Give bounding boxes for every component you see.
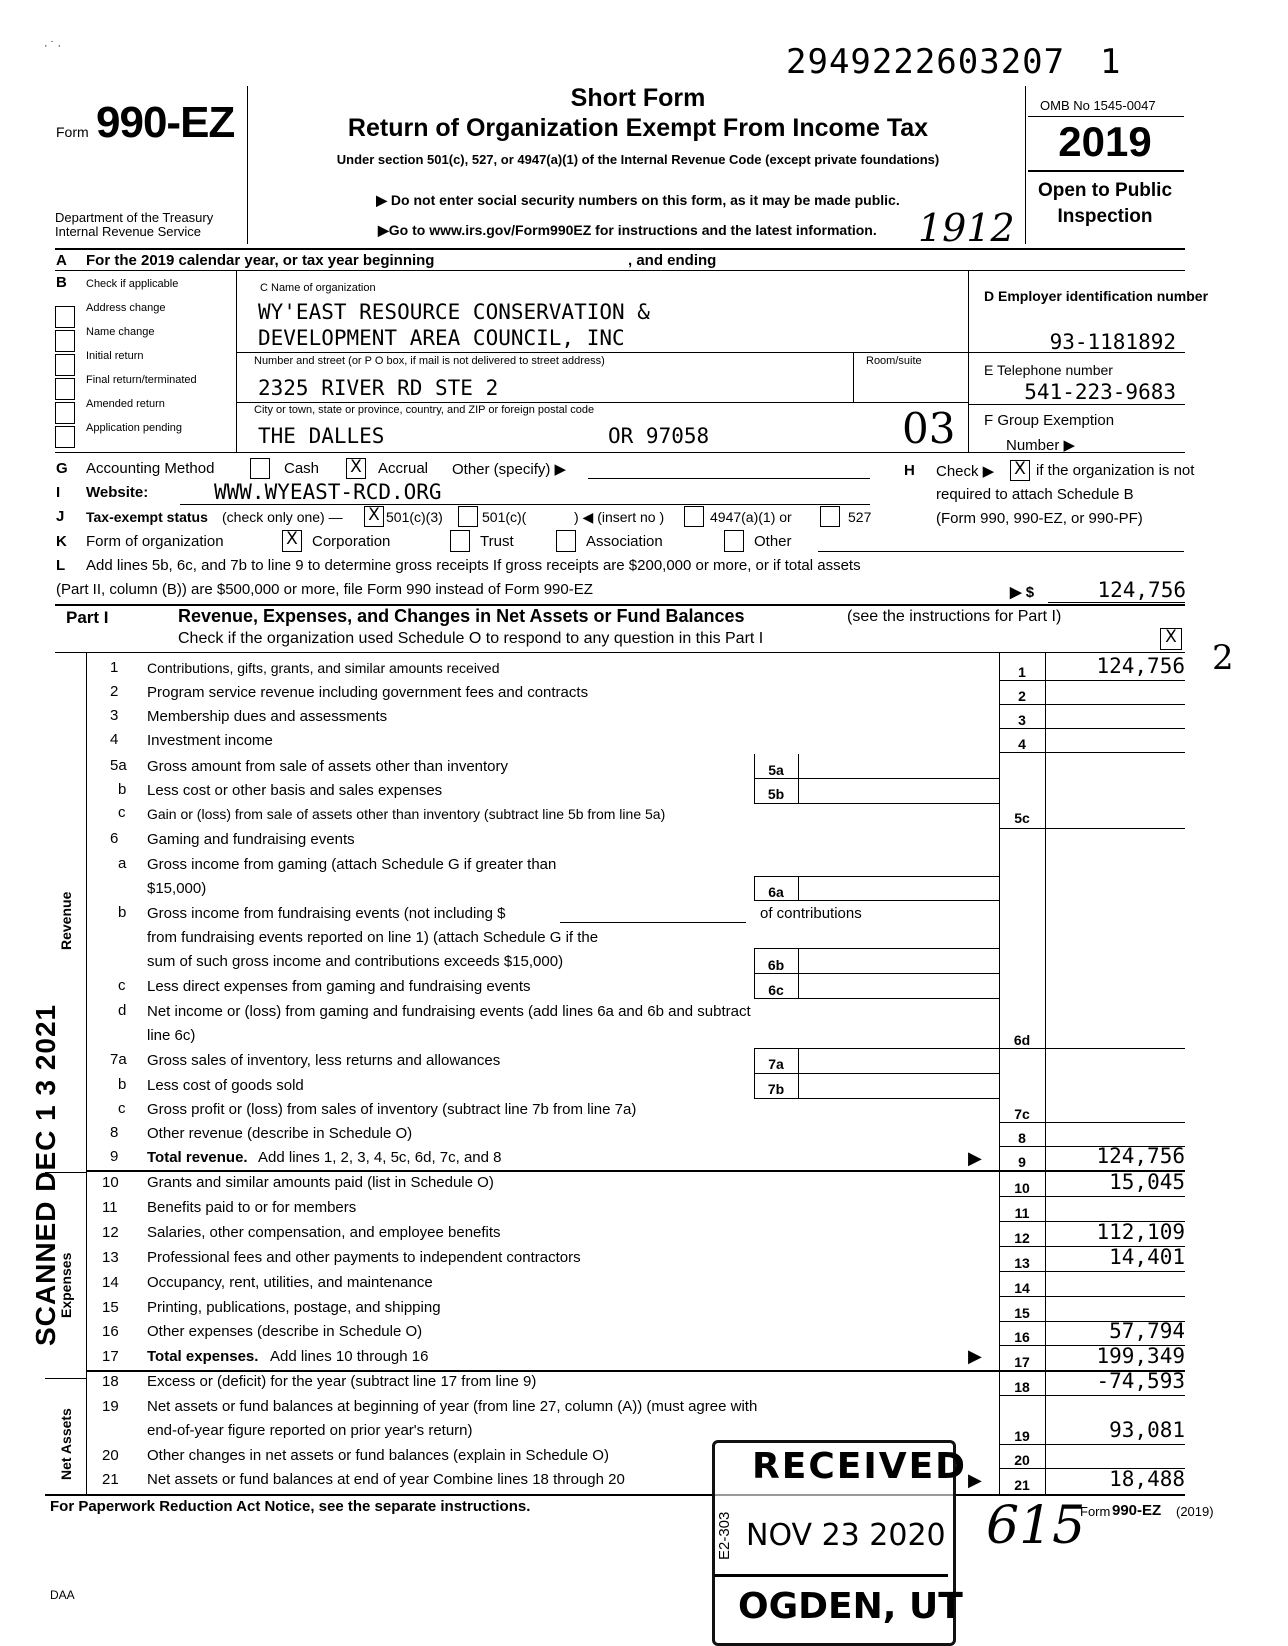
line21-num: 21 [102,1471,119,1488]
section-b-letter: B [56,274,67,291]
line13-num: 13 [102,1249,119,1266]
line12-text: Salaries, other compensation, and employee benefits [147,1224,501,1241]
row-a-text: For the 2019 calendar year, or tax year beginning [86,252,435,269]
line9-box: 9 [1018,1154,1026,1170]
4947-checkbox[interactable] [684,506,704,527]
line19-num: 19 [102,1398,119,1415]
row-j-letter: J [56,508,65,525]
line15-box: 15 [1014,1305,1030,1321]
line13-box: 13 [1014,1255,1030,1271]
line5c-text: Gain or (loss) from sale of assets other than inventory (subtract line 5b from line 5a) [147,806,666,822]
website-value: WWW.WYEAST-RCD.ORG [214,480,442,504]
room-label: Room/suite [866,355,922,367]
line12-box: 12 [1014,1230,1030,1246]
corporation-checkbox[interactable]: X [282,530,302,552]
accrual-checkbox[interactable]: X [346,458,366,479]
org-name-label: C Name of organization [260,282,376,294]
association-checkbox[interactable] [556,530,576,552]
footer-form-number: 990-EZ [1112,1502,1162,1519]
line9-label: Total revenue. [147,1149,248,1166]
form-number: 990-EZ [96,98,235,147]
line9-value: 124,756 [1096,1144,1185,1168]
line14-num: 14 [102,1274,119,1291]
accrual-label: Accrual [378,460,429,477]
line16-box: 16 [1014,1329,1030,1345]
dept-line1: Department of the Treasury [55,210,214,225]
line2-box: 2 [1018,688,1026,704]
line5c-num: c [118,804,126,821]
line6a-text: Gross income from gaming (attach Schedule G if greater than [147,856,557,873]
line7a-text: Gross sales of inventory, less returns and allowances [147,1052,501,1069]
501c3-checkbox[interactable]: X [364,506,384,527]
row-h-letter: H [904,462,915,479]
line20-text: Other changes in net assets or fund balances (explain in Schedule O) [147,1447,609,1464]
gross-receipts-arrow: ▶ $ [1010,584,1035,601]
line7b-box: 7b [767,1081,785,1097]
line5b-box: 5b [767,786,785,802]
line9-text: Add lines 1, 2, 3, 4, 5c, 6d, 7c, and 8 [258,1149,502,1166]
telephone-label: E Telephone number [984,362,1113,378]
line5a-text: Gross amount from sale of assets other than inventory [147,758,509,775]
section-b-label: Check if applicable [86,278,179,290]
line1-text: Contributions, gifts, grants, and similar amounts received [147,660,500,676]
line3-text: Membership dues and assessments [147,708,388,725]
line17-text: Add lines 10 through 16 [270,1348,429,1365]
line13-text: Professional fees and other payments to independent contractors [147,1249,581,1266]
line12-value: 112,109 [1096,1220,1185,1244]
line1-num: 1 [110,659,119,676]
line17-arrow-icon: ▶ [968,1346,982,1366]
line6-num: 6 [110,830,119,847]
name-change-checkbox[interactable] [55,330,75,352]
paperwork-notice: For Paperwork Reduction Act Notice, see the separate instructions. [50,1498,531,1515]
line19-text2: end-of-year figure reported on prior year's return) [147,1422,473,1439]
row-h-check-label: Check ▶ [936,463,995,480]
4947-label: 4947(a)(1) or [710,509,792,525]
trust-label: Trust [480,533,514,550]
tax-year: 2019 [1058,118,1152,165]
line10-box: 10 [1014,1180,1030,1196]
line6b-box: 6b [767,957,785,973]
line6c-box: 6c [768,982,784,998]
cash-checkbox[interactable] [250,458,270,479]
line5a-num: 5a [110,757,127,774]
accounting-method-label: Accounting Method [86,460,215,477]
line7c-text: Gross profit or (loss) from sales of inventory (subtract line 7b from line 7a) [147,1101,637,1118]
telephone-value: 541-223-9683 [1024,380,1176,404]
row-i-letter: I [56,484,61,501]
group-exemption-number-label: Number ▶ [1006,437,1076,454]
handwritten-margin-2: 2 [1212,638,1234,678]
association-label: Association [586,533,663,550]
line20-num: 20 [102,1447,119,1464]
address-change-checkbox[interactable] [55,306,75,328]
line2-text: Program service revenue including government fees and contracts [147,684,589,701]
501c3-label: 501(c)(3) [386,509,443,525]
line6d-text2: line 6c) [147,1027,196,1044]
line20-box: 20 [1014,1452,1030,1468]
note-ssn: ▶ Do not enter social security numbers on this form, as it may be made public. [376,192,900,208]
form-of-org-label: Form of organization [86,533,224,550]
application-pending-checkbox[interactable] [55,426,75,448]
line7c-box: 7c [1014,1106,1030,1122]
amended-return-label: Amended return [86,398,165,410]
line17-label: Total expenses. [147,1348,259,1365]
omb-number: OMB No 1545-0047 [1040,98,1156,113]
document-locator-suffix: 1 [1100,42,1121,82]
line21-box: 21 [1014,1477,1030,1493]
daa-label: DAA [50,1588,75,1602]
line6c-text: Less direct expenses from gaming and fundraising events [147,978,531,995]
side-label-net-assets: Net Assets [58,1408,74,1480]
line11-num: 11 [102,1199,118,1216]
application-pending-label: Application pending [86,422,183,434]
amended-return-checkbox[interactable] [55,402,75,424]
line6d-box: 6d [1013,1032,1031,1048]
handwritten-615: 615 [986,1496,1086,1556]
final-return-label: Final return/terminated [86,374,197,386]
other-method-line [588,478,870,479]
line6-text: Gaming and fundraising events [147,831,355,848]
line14-box: 14 [1014,1280,1030,1296]
line4-box: 4 [1018,736,1026,752]
line19-box: 19 [1014,1428,1030,1444]
line21-text: Net assets or fund balances at end of year Combine lines 18 through 20 [147,1471,625,1488]
line10-text: Grants and similar amounts paid (list in Schedule O) [147,1174,494,1191]
line16-value: 57,794 [1109,1319,1185,1343]
line12-num: 12 [102,1224,119,1241]
side-label-revenue: Revenue [58,891,74,950]
street-value: 2325 RIVER RD STE 2 [258,376,499,400]
line8-num: 8 [110,1124,119,1141]
line10-value: 15,045 [1109,1170,1185,1194]
received-stamp-city: OGDEN, UT [738,1586,963,1627]
line6b-text3: sum of such gross income and contributions exceeds $15,000) [147,953,564,970]
line6a-box: 6a [768,884,784,900]
line16-text: Other expenses (describe in Schedule O) [147,1323,423,1340]
line5b-num: b [118,781,127,798]
line7a-box: 7a [768,1056,784,1072]
line7b-text: Less cost of goods sold [147,1077,304,1094]
line3-box: 3 [1018,712,1026,728]
line15-num: 15 [102,1299,119,1316]
line7c-num: c [118,1100,126,1117]
header-divider-right [1025,86,1026,244]
line7b-num: b [118,1076,127,1093]
side-label-expenses: Expenses [58,1252,74,1318]
document-locator-number: 2949222603207 [786,42,1066,82]
received-stamp-date: NOV 23 2020 [746,1518,946,1553]
received-stamp-code: E2-303 [716,1511,733,1560]
line18-num: 18 [102,1373,119,1390]
address-change-label: Address change [86,302,166,314]
received-stamp-title: RECEIVED [752,1446,968,1487]
line4-num: 4 [110,731,119,748]
header-divider-left [247,86,248,244]
trust-checkbox[interactable] [450,530,470,552]
cash-label: Cash [284,460,320,477]
tax-exempt-label2: (check only one) — [222,509,343,525]
527-label: 527 [848,509,872,525]
row-h-text3: (Form 990, 990-EZ, or 990-PF) [936,510,1143,527]
line18-text: Excess or (deficit) for the year (subtract line 17 from line 9) [147,1373,537,1390]
name-change-label: Name change [86,326,155,338]
line6b-text2: from fundraising events reported on line 1) (attach Schedule G if the [147,929,599,946]
line15-text: Printing, publications, postage, and shipping [147,1299,441,1316]
org-name-line2: DEVELOPMENT AREA COUNCIL, INC [258,326,625,350]
line6b-mid: of contributions [760,905,862,922]
line11-text: Benefits paid to or for members [147,1199,357,1216]
handwritten-03: 03 [902,404,956,453]
row-g-letter: G [56,460,68,477]
line6b-text: Gross income from fundraising events (not including $ [147,905,506,922]
subtitle: Under section 501(c), 527, or 4947(a)(1) of the Internal Revenue Code (except private foundations) [336,152,940,167]
org-name-line1: WY'EAST RESOURCE CONSERVATION & [258,300,650,324]
line21-arrow-icon: ▶ [968,1470,982,1490]
line9-arrow-icon: ▶ [968,1148,982,1168]
part1-label: Part I [66,608,109,627]
city-label: City or town, state or province, country, and ZIP or foreign postal code [254,404,595,416]
handwritten-code: 1912 [918,206,1015,250]
line13-value: 14,401 [1109,1245,1185,1269]
line6b-num: b [118,904,127,921]
line10-num: 10 [102,1174,119,1191]
line21-value: 18,488 [1109,1467,1185,1491]
scanned-stamp: SCANNED DEC 1 3 2021 [30,1003,61,1346]
line11-box: 11 [1014,1205,1030,1221]
line19-text: Net assets or fund balances at beginning of year (from line 27, column (A)) (must agree with [147,1398,758,1415]
line3-num: 3 [110,707,119,724]
open-public-1: Open to Public [1037,180,1173,201]
501c-label: 501(c)( [482,509,527,525]
row-l-line1: Add lines 5b, 6c, and 7b to line 9 to determine gross receipts If gross receipts are $200,000 or more, or if total assets [86,557,861,574]
tax-exempt-label: Tax-exempt status [86,509,208,525]
line18-box: 18 [1014,1379,1030,1395]
note-website: ▶Go to www.irs.gov/Form990EZ for instructions and the latest information. [378,222,877,238]
scan-specks: · ˙ · [44,40,62,52]
other-method-label: Other (specify) ▶ [452,461,567,478]
state-zip-value: OR 97058 [608,424,710,448]
other-org-label: Other [754,533,792,550]
schedule-o-checkbox[interactable]: X [1160,628,1182,650]
501c-checkbox[interactable] [458,506,478,527]
row-h-text2: required to attach Schedule B [936,486,1134,503]
line6d-text: Net income or (loss) from gaming and fundraising events (add lines 6a and 6b and subtract [147,1003,751,1020]
website-label: Website: [86,484,149,501]
city-value: THE DALLES [258,424,385,448]
line6a-num: a [118,855,127,872]
line14-text: Occupancy, rent, utilities, and maintenance [147,1274,433,1291]
line6a-text2: $15,000) [147,880,207,897]
footer-form-prefix: Form [1080,1504,1111,1519]
initial-return-label: Initial return [86,350,144,362]
line1-value: 124,756 [1096,654,1185,678]
row-k-letter: K [56,533,67,550]
527-checkbox[interactable] [820,506,840,527]
row-l-letter: L [56,557,66,574]
line4-text: Investment income [147,732,273,749]
row-l-line2: (Part II, column (B)) are $500,000 or more, file Form 990 instead of Form 990-EZ [56,581,593,598]
line18-value: -74,593 [1096,1369,1185,1393]
line17-box: 17 [1014,1354,1030,1370]
line17-num: 17 [102,1348,119,1365]
line2-num: 2 [110,683,119,700]
gross-receipts-value: 124,756 [1097,578,1186,602]
other-org-checkbox[interactable] [724,530,744,552]
dept-line2: Internal Revenue Service [55,224,201,239]
footer-form-year: (2019) [1176,1504,1214,1519]
ein-label: D Employer identification number [984,288,1209,304]
initial-return-checkbox[interactable] [55,354,75,376]
ein-value: 93-1181892 [1049,330,1176,354]
part1-title: Revenue, Expenses, and Changes in Net Assets or Fund Balances [178,606,745,626]
part1-check-text: Check if the organization used Schedule O to respond to any question in this Part I [178,630,764,647]
final-return-checkbox[interactable] [55,378,75,400]
line9-num: 9 [110,1148,119,1165]
line8-text: Other revenue (describe in Schedule O) [147,1125,413,1142]
form-prefix: Form [56,124,89,140]
open-public-2: Inspection [1057,206,1153,227]
line19-value: 93,081 [1109,1418,1185,1442]
line5a-box: 5a [768,762,784,778]
line1-box: 1 [1018,664,1026,680]
line17-value: 199,349 [1096,1344,1185,1368]
title-short-form: Short Form [570,84,706,112]
line16-num: 16 [102,1323,119,1340]
group-exemption-label: F Group Exemption [984,412,1115,429]
line6d-num: d [118,1002,127,1019]
line5c-box: 5c [1014,810,1030,826]
corporation-label: Corporation [312,533,391,550]
row-a-letter: A [56,252,67,269]
line8-box: 8 [1018,1130,1026,1146]
line7a-num: 7a [110,1051,127,1068]
insert-no-label: ) ◀ (insert no ) [574,509,665,525]
line6c-num: c [118,977,126,994]
part1-title-note: (see the instructions for Part I) [847,608,1062,625]
street-label: Number and street (or P O box, if mail is not delivered to street address) [254,355,605,367]
schedule-b-checkbox[interactable]: X [1010,460,1030,481]
row-a-ending: , and ending [628,252,717,269]
row-h-text1: if the organization is not [1036,462,1195,479]
line5b-text: Less cost or other basis and sales expenses [147,782,443,799]
title-main: Return of Organization Exempt From Income Tax [347,114,929,142]
